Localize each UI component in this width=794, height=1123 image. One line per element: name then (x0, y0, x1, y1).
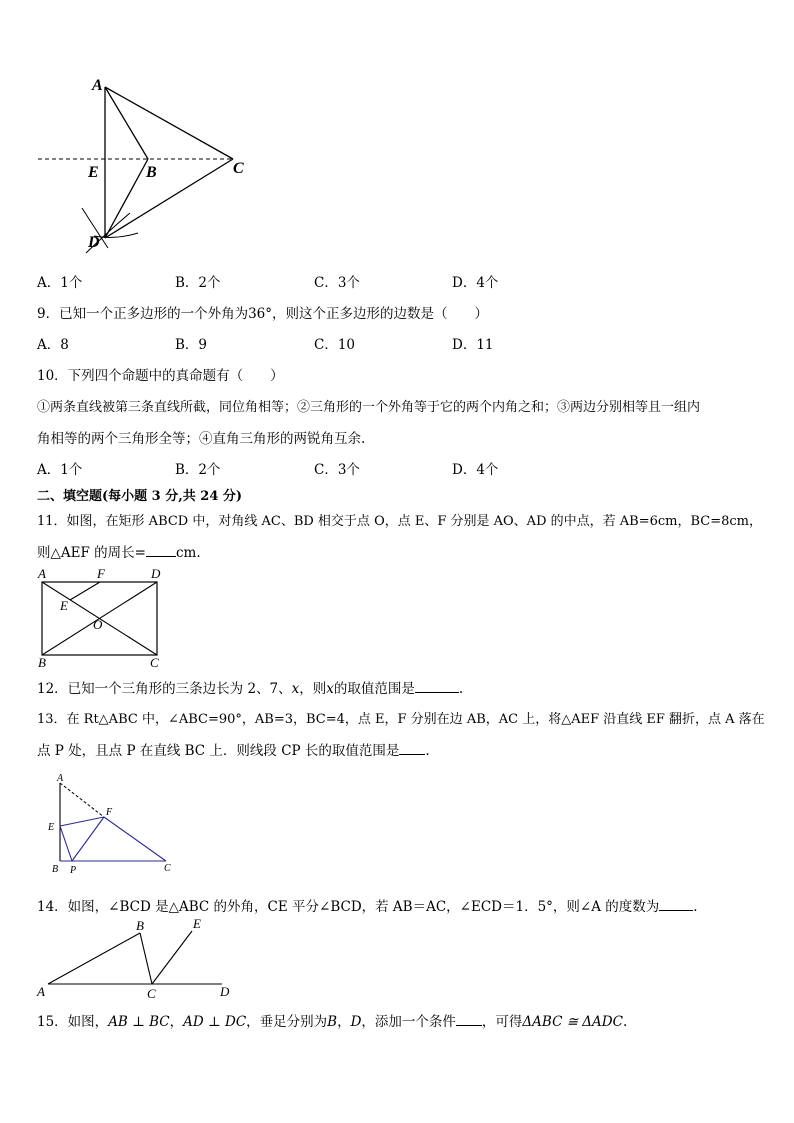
q15-text-end: . (622, 1014, 628, 1030)
label-B: B (38, 655, 46, 670)
label-F: F (106, 807, 113, 818)
q9-option-c: C．10 (314, 337, 356, 353)
q13-answer-blank[interactable] (399, 742, 425, 755)
q13-text-end: . (425, 743, 430, 759)
q11-line-2 (37, 541, 201, 561)
q10-line-1: ①两条直线被第三条直线所截，同位角相等；②三角形的一个外角等于它的两个内角之和；③两边分别相等且一组内 (37, 400, 701, 415)
q12-text-post: 的取值范围是 (333, 681, 415, 697)
q15-sep-1: ， (169, 1014, 184, 1030)
q13-line-2 (37, 739, 430, 759)
label-A: A (92, 77, 103, 94)
q8-option-a: A．1个 (37, 275, 83, 291)
q15-text-mid2: ，添加一个条件 (361, 1014, 456, 1030)
q15-conclusion: ΔABC ≅ ΔADC (522, 1014, 623, 1030)
label-C: C (233, 160, 244, 177)
q11-answer-blank[interactable] (146, 544, 176, 557)
label-B: B (136, 918, 144, 933)
label-C: C (164, 863, 171, 874)
label-E: E (88, 164, 99, 181)
q11-figure (30, 563, 180, 671)
q15-condition-1: AB ⊥ BC (108, 1014, 170, 1030)
q15-text-post: ，可得 (481, 1014, 523, 1030)
q10-option-a: A．1个 (37, 462, 83, 478)
q12-text-pre: 12．已知一个三角形的三条边长为 2、7、 (37, 681, 292, 697)
q13-figure (40, 770, 180, 878)
label-E: E (193, 916, 201, 931)
label-B: B (146, 164, 157, 181)
q15-text-mid: ，垂足分别为 (246, 1014, 328, 1030)
label-E: E (60, 598, 68, 613)
label-D: D (88, 234, 100, 251)
q10-line-2: 角相等的两个三角形全等；④直角三角形的两锐角互余. (37, 431, 366, 447)
label-D: D (220, 984, 230, 999)
q14-text-end: . (693, 899, 698, 915)
q15-text-pre: 15．如图， (37, 1014, 109, 1030)
q15-condition-2: AD ⊥ DC (183, 1014, 247, 1030)
q9-option-a: A．8 (37, 337, 69, 353)
label-A: A (38, 566, 46, 581)
q12-line (37, 677, 463, 697)
q12-text-end: . (458, 681, 464, 697)
q15-answer-blank[interactable] (456, 1013, 482, 1026)
q13-line-1: 13．在 Rt△ABC 中，∠ABC=90°，AB=3，BC=4，点 E，F 分别在边 AB，AC 上，将△AEF 沿直线 EF 翻折，点 A 落在 (37, 712, 765, 727)
label-E: E (48, 822, 55, 833)
q11-text-post: cm. (175, 545, 201, 561)
q15-line (37, 1010, 627, 1030)
label-F: F (97, 566, 105, 581)
q12-answer-blank[interactable] (415, 680, 459, 693)
q10-stem: 10．下列四个命题中的真命题有（ ） (37, 368, 284, 384)
q10-option-b: B．2个 (175, 462, 221, 478)
q8-option-c: C．3个 (314, 275, 360, 291)
label-C: C (147, 986, 156, 1001)
label-A: A (37, 984, 45, 999)
q15-point-d: D (350, 1014, 362, 1030)
q15-point-b: B (327, 1014, 338, 1030)
q12-text-mid: ，则 (299, 681, 327, 697)
q12-var-x-2: x (326, 681, 334, 697)
q14-figure (30, 912, 250, 1004)
q12-var-x: x (291, 681, 300, 697)
q10-option-c: C．3个 (314, 462, 360, 478)
q9-option-d: D．11 (452, 337, 494, 353)
q11-line-1: 11．如图，在矩形 ABCD 中，对角线 AC、BD 相交于点 O，点 E、F 分别是 AO、AD 的中点，若 AB=6cm，BC=8cm， (37, 514, 762, 529)
label-O: O (93, 617, 103, 632)
q9-stem: 9．已知一个正多边形的一个外角为36°，则这个正多边形的边数是（ ） (37, 306, 489, 322)
label-D: D (151, 566, 161, 581)
label-C: C (150, 655, 159, 670)
q14-answer-blank[interactable] (659, 898, 693, 911)
q10-option-d: D．4个 (452, 462, 499, 478)
q8-option-d: D．4个 (452, 275, 499, 291)
q8-figure (30, 70, 260, 255)
q8-option-b: B．2个 (175, 275, 221, 291)
label-A: A (57, 773, 64, 784)
section-heading: 二、填空题(每小题 3 分,共 24 分) (37, 489, 243, 504)
q15-sep-2: ， (337, 1014, 351, 1030)
label-P: P (70, 865, 77, 876)
q14-text: 14．如图，∠BCD 是△ABC 的外角，CE 平分∠BCD，若 AB＝AC，∠ECD＝1．5°，则∠A 的度数为 (37, 899, 660, 915)
q11-text-pre: 则△AEF 的周长= (37, 545, 146, 561)
q13-text: 点 P 处，且点 P 在直线 BC 上．则线段 CP 长的取值范围是 (37, 743, 400, 759)
q9-option-b: B．9 (175, 337, 208, 353)
label-B: B (52, 864, 59, 875)
